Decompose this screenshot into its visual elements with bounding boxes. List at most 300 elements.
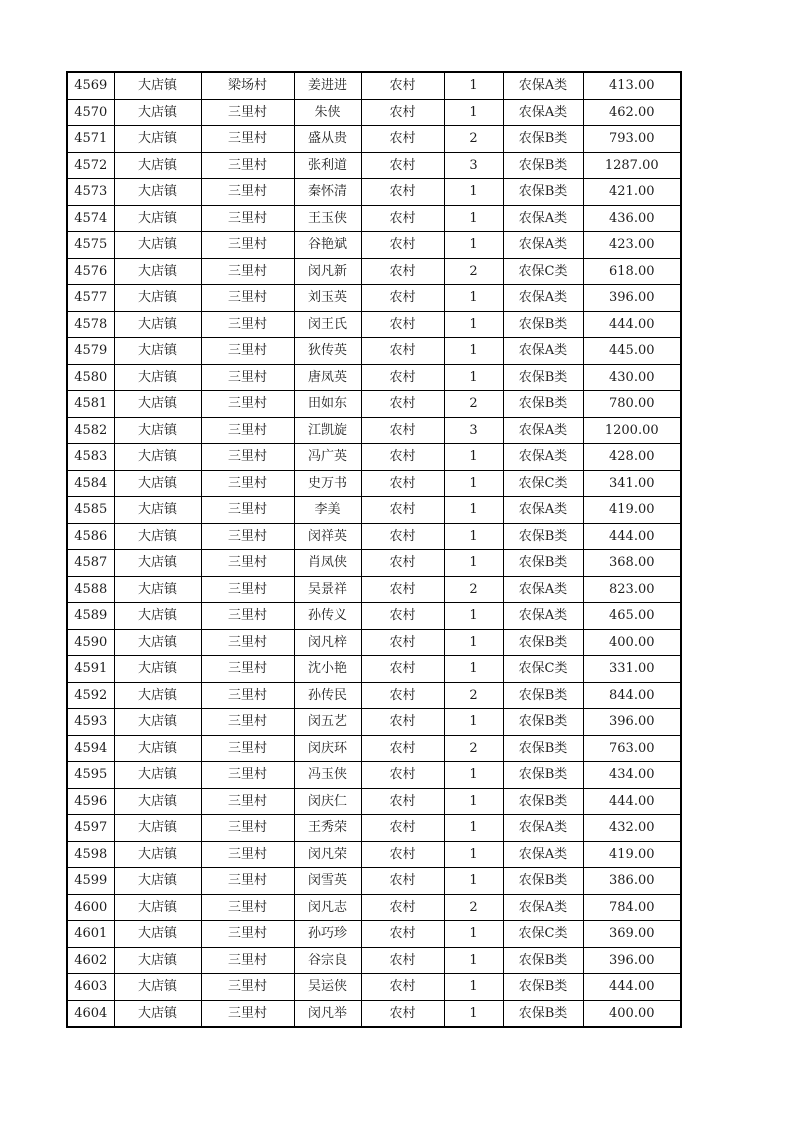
cell-residence-type: 农村 [361, 682, 444, 709]
cell-serial-number: 4599 [67, 868, 114, 895]
cell-amount: 419.00 [583, 841, 681, 868]
cell-residence-type: 农村 [361, 788, 444, 815]
cell-town: 大店镇 [114, 364, 201, 391]
cell-residence-type: 农村 [361, 285, 444, 312]
cell-person-name: 谷宗良 [294, 947, 361, 974]
table-row [67, 629, 681, 656]
cell-person-count: 2 [444, 894, 503, 921]
cell-town: 大店镇 [114, 815, 201, 842]
cell-serial-number: 4569 [67, 72, 114, 99]
cell-insurance-class: 农保A类 [503, 444, 583, 471]
cell-person-name: 张利道 [294, 152, 361, 179]
cell-town: 大店镇 [114, 735, 201, 762]
cell-residence-type: 农村 [361, 921, 444, 948]
cell-village: 三里村 [201, 258, 294, 285]
cell-residence-type: 农村 [361, 576, 444, 603]
cell-town: 大店镇 [114, 576, 201, 603]
cell-person-name: 朱侠 [294, 99, 361, 126]
table-row [67, 868, 681, 895]
cell-serial-number: 4585 [67, 497, 114, 524]
cell-village: 三里村 [201, 974, 294, 1001]
table-row [67, 762, 681, 789]
cell-serial-number: 4586 [67, 523, 114, 550]
cell-insurance-class: 农保B类 [503, 152, 583, 179]
cell-village: 三里村 [201, 523, 294, 550]
cell-town: 大店镇 [114, 417, 201, 444]
cell-village: 三里村 [201, 550, 294, 577]
cell-insurance-class: 农保B类 [503, 868, 583, 895]
cell-insurance-class: 农保C类 [503, 470, 583, 497]
cell-residence-type: 农村 [361, 232, 444, 259]
table-row [67, 470, 681, 497]
cell-person-count: 3 [444, 152, 503, 179]
cell-person-name: 闵庆环 [294, 735, 361, 762]
cell-town: 大店镇 [114, 788, 201, 815]
cell-residence-type: 农村 [361, 894, 444, 921]
cell-residence-type: 农村 [361, 735, 444, 762]
cell-town: 大店镇 [114, 894, 201, 921]
cell-residence-type: 农村 [361, 99, 444, 126]
cell-person-count: 1 [444, 470, 503, 497]
cell-insurance-class: 农保B类 [503, 523, 583, 550]
cell-person-name: 闵祥英 [294, 523, 361, 550]
cell-amount: 341.00 [583, 470, 681, 497]
cell-person-name: 闵五艺 [294, 709, 361, 736]
cell-amount: 844.00 [583, 682, 681, 709]
cell-person-name: 闵凡新 [294, 258, 361, 285]
cell-town: 大店镇 [114, 205, 201, 232]
cell-serial-number: 4575 [67, 232, 114, 259]
cell-amount: 413.00 [583, 72, 681, 99]
table-row [67, 815, 681, 842]
table-row [67, 921, 681, 948]
cell-town: 大店镇 [114, 179, 201, 206]
cell-person-name: 冯玉侠 [294, 762, 361, 789]
cell-residence-type: 农村 [361, 72, 444, 99]
cell-town: 大店镇 [114, 232, 201, 259]
cell-amount: 465.00 [583, 603, 681, 630]
cell-village: 三里村 [201, 338, 294, 365]
cell-serial-number: 4595 [67, 762, 114, 789]
cell-person-name: 闵庆仁 [294, 788, 361, 815]
cell-insurance-class: 农保B类 [503, 550, 583, 577]
cell-village: 三里村 [201, 841, 294, 868]
cell-person-count: 2 [444, 735, 503, 762]
cell-residence-type: 农村 [361, 391, 444, 418]
cell-person-name: 李美 [294, 497, 361, 524]
cell-amount: 444.00 [583, 788, 681, 815]
cell-residence-type: 农村 [361, 974, 444, 1001]
cell-person-count: 1 [444, 311, 503, 338]
cell-village: 三里村 [201, 391, 294, 418]
cell-town: 大店镇 [114, 444, 201, 471]
cell-residence-type: 农村 [361, 629, 444, 656]
cell-amount: 428.00 [583, 444, 681, 471]
cell-amount: 386.00 [583, 868, 681, 895]
cell-village: 三里村 [201, 815, 294, 842]
cell-amount: 396.00 [583, 285, 681, 312]
cell-village: 三里村 [201, 788, 294, 815]
cell-town: 大店镇 [114, 841, 201, 868]
cell-village: 三里村 [201, 894, 294, 921]
table-row [67, 497, 681, 524]
cell-town: 大店镇 [114, 311, 201, 338]
cell-residence-type: 农村 [361, 550, 444, 577]
cell-amount: 430.00 [583, 364, 681, 391]
cell-village: 三里村 [201, 285, 294, 312]
cell-insurance-class: 农保A类 [503, 603, 583, 630]
cell-serial-number: 4588 [67, 576, 114, 603]
cell-person-name: 吴运侠 [294, 974, 361, 1001]
cell-insurance-class: 农保B类 [503, 709, 583, 736]
cell-insurance-class: 农保B类 [503, 1000, 583, 1027]
cell-person-count: 1 [444, 205, 503, 232]
cell-person-name: 唐凤英 [294, 364, 361, 391]
cell-insurance-class: 农保B类 [503, 788, 583, 815]
cell-amount: 462.00 [583, 99, 681, 126]
cell-person-count: 1 [444, 1000, 503, 1027]
cell-insurance-class: 农保A类 [503, 497, 583, 524]
cell-serial-number: 4590 [67, 629, 114, 656]
table-row [67, 258, 681, 285]
cell-amount: 434.00 [583, 762, 681, 789]
table-row [67, 285, 681, 312]
cell-insurance-class: 农保A类 [503, 815, 583, 842]
cell-village: 三里村 [201, 762, 294, 789]
cell-person-count: 2 [444, 682, 503, 709]
cell-village: 三里村 [201, 311, 294, 338]
cell-person-name: 田如东 [294, 391, 361, 418]
cell-person-count: 2 [444, 126, 503, 153]
table-row [67, 550, 681, 577]
cell-residence-type: 农村 [361, 868, 444, 895]
cell-insurance-class: 农保B类 [503, 735, 583, 762]
cell-insurance-class: 农保A类 [503, 338, 583, 365]
cell-serial-number: 4570 [67, 99, 114, 126]
cell-person-name: 王秀荣 [294, 815, 361, 842]
cell-residence-type: 农村 [361, 762, 444, 789]
cell-village: 三里村 [201, 629, 294, 656]
cell-serial-number: 4601 [67, 921, 114, 948]
table-row [67, 99, 681, 126]
cell-person-name: 冯广英 [294, 444, 361, 471]
cell-village: 三里村 [201, 470, 294, 497]
table-row [67, 523, 681, 550]
cell-serial-number: 4603 [67, 974, 114, 1001]
cell-village: 三里村 [201, 656, 294, 683]
cell-serial-number: 4573 [67, 179, 114, 206]
cell-village: 三里村 [201, 232, 294, 259]
cell-person-count: 1 [444, 550, 503, 577]
cell-person-name: 秦怀清 [294, 179, 361, 206]
cell-serial-number: 4604 [67, 1000, 114, 1027]
cell-village: 三里村 [201, 868, 294, 895]
cell-serial-number: 4589 [67, 603, 114, 630]
table-row [67, 205, 681, 232]
cell-village: 三里村 [201, 497, 294, 524]
cell-serial-number: 4596 [67, 788, 114, 815]
cell-serial-number: 4582 [67, 417, 114, 444]
cell-town: 大店镇 [114, 709, 201, 736]
cell-residence-type: 农村 [361, 179, 444, 206]
table-row [67, 947, 681, 974]
subsidy-roster-table [66, 71, 682, 1028]
cell-residence-type: 农村 [361, 444, 444, 471]
table-row [67, 364, 681, 391]
table-row [67, 179, 681, 206]
cell-village: 梁场村 [201, 72, 294, 99]
cell-serial-number: 4581 [67, 391, 114, 418]
table-row [67, 1000, 681, 1027]
table-row [67, 232, 681, 259]
cell-village: 三里村 [201, 152, 294, 179]
cell-insurance-class: 农保B类 [503, 682, 583, 709]
cell-person-name: 孙传义 [294, 603, 361, 630]
cell-amount: 1200.00 [583, 417, 681, 444]
cell-insurance-class: 农保B类 [503, 974, 583, 1001]
cell-amount: 763.00 [583, 735, 681, 762]
cell-person-count: 1 [444, 497, 503, 524]
cell-serial-number: 4597 [67, 815, 114, 842]
table-row [67, 603, 681, 630]
cell-person-name: 闵凡荣 [294, 841, 361, 868]
cell-insurance-class: 农保A类 [503, 285, 583, 312]
cell-person-count: 1 [444, 603, 503, 630]
cell-village: 三里村 [201, 99, 294, 126]
cell-insurance-class: 农保A类 [503, 417, 583, 444]
cell-town: 大店镇 [114, 126, 201, 153]
table-row [67, 444, 681, 471]
cell-amount: 368.00 [583, 550, 681, 577]
cell-insurance-class: 农保A类 [503, 72, 583, 99]
cell-town: 大店镇 [114, 868, 201, 895]
cell-amount: 780.00 [583, 391, 681, 418]
cell-serial-number: 4592 [67, 682, 114, 709]
cell-person-name: 闵凡志 [294, 894, 361, 921]
cell-serial-number: 4598 [67, 841, 114, 868]
table-row [67, 735, 681, 762]
cell-serial-number: 4572 [67, 152, 114, 179]
cell-insurance-class: 农保B类 [503, 126, 583, 153]
cell-village: 三里村 [201, 603, 294, 630]
cell-serial-number: 4600 [67, 894, 114, 921]
cell-person-name: 闵凡举 [294, 1000, 361, 1027]
cell-village: 三里村 [201, 417, 294, 444]
cell-village: 三里村 [201, 921, 294, 948]
table-row [67, 391, 681, 418]
cell-serial-number: 4576 [67, 258, 114, 285]
cell-residence-type: 农村 [361, 497, 444, 524]
table-row [67, 152, 681, 179]
cell-town: 大店镇 [114, 656, 201, 683]
cell-serial-number: 4579 [67, 338, 114, 365]
table-row [67, 126, 681, 153]
cell-amount: 784.00 [583, 894, 681, 921]
cell-village: 三里村 [201, 735, 294, 762]
table-row [67, 72, 681, 99]
cell-serial-number: 4577 [67, 285, 114, 312]
cell-town: 大店镇 [114, 470, 201, 497]
cell-person-count: 1 [444, 788, 503, 815]
cell-person-name: 孙巧珍 [294, 921, 361, 948]
cell-serial-number: 4602 [67, 947, 114, 974]
cell-amount: 432.00 [583, 815, 681, 842]
cell-town: 大店镇 [114, 1000, 201, 1027]
cell-residence-type: 农村 [361, 656, 444, 683]
roster-table-body [67, 72, 681, 1027]
cell-person-name: 闵凡梓 [294, 629, 361, 656]
cell-village: 三里村 [201, 205, 294, 232]
cell-person-count: 1 [444, 947, 503, 974]
cell-insurance-class: 农保B类 [503, 762, 583, 789]
cell-serial-number: 4580 [67, 364, 114, 391]
cell-amount: 444.00 [583, 974, 681, 1001]
cell-amount: 331.00 [583, 656, 681, 683]
cell-insurance-class: 农保B类 [503, 179, 583, 206]
cell-person-name: 谷艳斌 [294, 232, 361, 259]
table-row [67, 709, 681, 736]
cell-insurance-class: 农保A类 [503, 841, 583, 868]
cell-serial-number: 4593 [67, 709, 114, 736]
table-row [67, 311, 681, 338]
cell-insurance-class: 农保B类 [503, 947, 583, 974]
cell-amount: 396.00 [583, 709, 681, 736]
cell-amount: 1287.00 [583, 152, 681, 179]
cell-insurance-class: 农保A类 [503, 205, 583, 232]
cell-town: 大店镇 [114, 682, 201, 709]
cell-village: 三里村 [201, 179, 294, 206]
cell-person-count: 1 [444, 179, 503, 206]
cell-insurance-class: 农保C类 [503, 258, 583, 285]
cell-residence-type: 农村 [361, 338, 444, 365]
cell-person-count: 1 [444, 338, 503, 365]
table-row [67, 894, 681, 921]
cell-residence-type: 农村 [361, 947, 444, 974]
cell-insurance-class: 农保A类 [503, 576, 583, 603]
cell-person-count: 1 [444, 99, 503, 126]
cell-amount: 421.00 [583, 179, 681, 206]
cell-person-count: 1 [444, 841, 503, 868]
table-row [67, 682, 681, 709]
cell-town: 大店镇 [114, 974, 201, 1001]
table-row [67, 841, 681, 868]
cell-village: 三里村 [201, 444, 294, 471]
cell-serial-number: 4587 [67, 550, 114, 577]
cell-person-count: 1 [444, 656, 503, 683]
cell-amount: 793.00 [583, 126, 681, 153]
cell-residence-type: 农村 [361, 709, 444, 736]
cell-residence-type: 农村 [361, 1000, 444, 1027]
cell-town: 大店镇 [114, 921, 201, 948]
cell-person-name: 肖凤侠 [294, 550, 361, 577]
cell-town: 大店镇 [114, 99, 201, 126]
cell-residence-type: 农村 [361, 470, 444, 497]
cell-village: 三里村 [201, 576, 294, 603]
cell-person-count: 2 [444, 258, 503, 285]
cell-insurance-class: 农保B类 [503, 629, 583, 656]
cell-insurance-class: 农保A类 [503, 894, 583, 921]
cell-town: 大店镇 [114, 497, 201, 524]
table-row [67, 338, 681, 365]
cell-amount: 396.00 [583, 947, 681, 974]
cell-residence-type: 农村 [361, 841, 444, 868]
cell-amount: 444.00 [583, 311, 681, 338]
cell-amount: 419.00 [583, 497, 681, 524]
cell-village: 三里村 [201, 1000, 294, 1027]
cell-amount: 618.00 [583, 258, 681, 285]
cell-serial-number: 4574 [67, 205, 114, 232]
cell-person-name: 盛从贵 [294, 126, 361, 153]
cell-town: 大店镇 [114, 947, 201, 974]
cell-town: 大店镇 [114, 603, 201, 630]
cell-village: 三里村 [201, 947, 294, 974]
cell-person-count: 1 [444, 364, 503, 391]
cell-village: 三里村 [201, 364, 294, 391]
cell-town: 大店镇 [114, 550, 201, 577]
cell-person-count: 1 [444, 709, 503, 736]
cell-person-name: 王玉侠 [294, 205, 361, 232]
cell-person-name: 孙传民 [294, 682, 361, 709]
cell-person-count: 1 [444, 974, 503, 1001]
cell-town: 大店镇 [114, 258, 201, 285]
cell-residence-type: 农村 [361, 417, 444, 444]
table-row [67, 417, 681, 444]
cell-amount: 400.00 [583, 629, 681, 656]
cell-residence-type: 农村 [361, 126, 444, 153]
table-row [67, 656, 681, 683]
cell-person-count: 2 [444, 576, 503, 603]
cell-person-count: 1 [444, 815, 503, 842]
cell-town: 大店镇 [114, 523, 201, 550]
cell-insurance-class: 农保A类 [503, 99, 583, 126]
cell-person-count: 1 [444, 232, 503, 259]
cell-town: 大店镇 [114, 72, 201, 99]
cell-person-name: 闵雪英 [294, 868, 361, 895]
cell-residence-type: 农村 [361, 205, 444, 232]
cell-town: 大店镇 [114, 629, 201, 656]
cell-person-count: 3 [444, 417, 503, 444]
cell-person-name: 史万书 [294, 470, 361, 497]
cell-amount: 444.00 [583, 523, 681, 550]
cell-person-count: 1 [444, 523, 503, 550]
cell-village: 三里村 [201, 126, 294, 153]
cell-insurance-class: 农保B类 [503, 391, 583, 418]
cell-village: 三里村 [201, 709, 294, 736]
cell-town: 大店镇 [114, 152, 201, 179]
cell-person-name: 江凯旋 [294, 417, 361, 444]
cell-person-count: 1 [444, 868, 503, 895]
cell-person-count: 1 [444, 285, 503, 312]
cell-town: 大店镇 [114, 338, 201, 365]
cell-insurance-class: 农保C类 [503, 656, 583, 683]
cell-person-name: 闵王氏 [294, 311, 361, 338]
cell-residence-type: 农村 [361, 815, 444, 842]
cell-person-count: 1 [444, 921, 503, 948]
cell-residence-type: 农村 [361, 364, 444, 391]
table-row [67, 788, 681, 815]
cell-amount: 436.00 [583, 205, 681, 232]
cell-residence-type: 农村 [361, 311, 444, 338]
cell-serial-number: 4578 [67, 311, 114, 338]
cell-insurance-class: 农保A类 [503, 232, 583, 259]
cell-insurance-class: 农保B类 [503, 364, 583, 391]
cell-insurance-class: 农保B类 [503, 311, 583, 338]
cell-serial-number: 4594 [67, 735, 114, 762]
table-row [67, 576, 681, 603]
cell-serial-number: 4584 [67, 470, 114, 497]
cell-person-count: 1 [444, 762, 503, 789]
cell-town: 大店镇 [114, 762, 201, 789]
